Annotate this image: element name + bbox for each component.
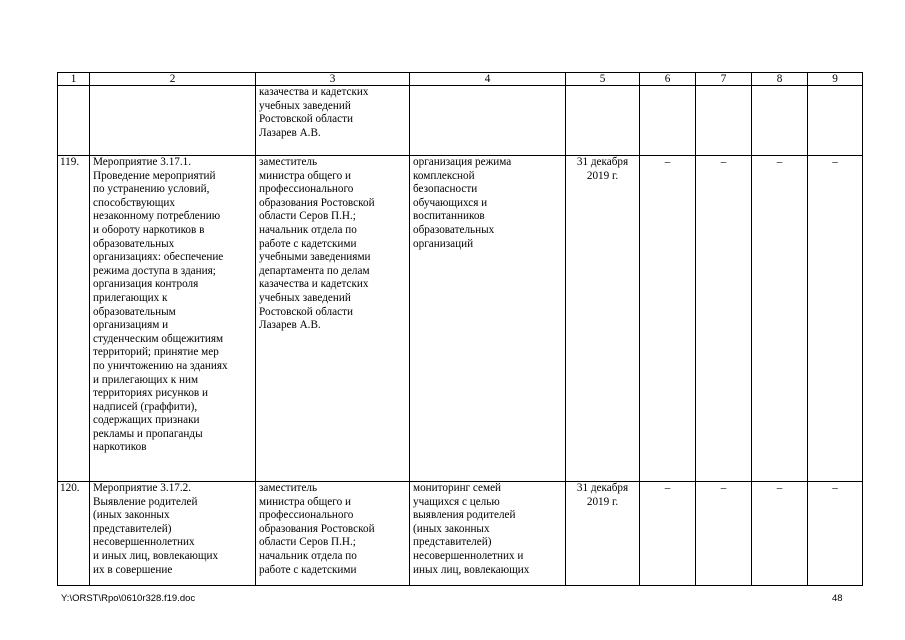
page-number: 48 xyxy=(832,593,843,604)
row-number xyxy=(58,86,90,156)
file-path: Y:\ORST\Rpo\0610r328.f19.doc xyxy=(61,593,196,604)
column-number: 8 xyxy=(752,73,808,86)
deadline-cell: 31 декабря 2019 г. xyxy=(566,482,640,586)
value-cell: – xyxy=(808,482,863,586)
table-row xyxy=(58,86,863,156)
value-cell: – xyxy=(696,482,752,586)
responsible-cell: заместитель министра общего и профессионального образования Ростовской области Серов П.Н.; начальник отдела по работе с кадетскими учебными заведениями департамента по делам казачества и кадетских учебных заведений Ростовской области Лазарев А.В. xyxy=(256,156,410,482)
event-cell xyxy=(90,86,256,156)
result-cell: организация режима комплексной безопасности обучающихся и воспитанников образовательных организаций xyxy=(410,156,566,482)
row-number: 119. xyxy=(58,156,90,482)
value-cell xyxy=(696,86,752,156)
value-cell: – xyxy=(752,482,808,586)
deadline-cell xyxy=(566,86,640,156)
column-number: 5 xyxy=(566,73,640,86)
value-cell xyxy=(808,86,863,156)
table-row xyxy=(58,156,863,482)
value-cell: – xyxy=(640,156,696,482)
plan-table xyxy=(57,72,863,586)
responsible-cell: заместитель министра общего и профессионального образования Ростовской области Серов П.Н.; начальник отдела по работе с кадетскими xyxy=(256,482,410,586)
column-number: 6 xyxy=(640,73,696,86)
value-cell xyxy=(752,86,808,156)
column-number: 4 xyxy=(410,73,566,86)
value-cell: – xyxy=(808,156,863,482)
column-number-row xyxy=(58,73,863,86)
event-cell: Мероприятие 3.17.1. Проведение мероприятий по устранению условий, способствующих незаконному потреблению и обороту наркотиков в образовательных организациях: обеспечение режима доступа в здания; организация контроля прилегающих к образовательным организациям и студенческим общежитиям территорий; принятие мер по уничтожению на зданиях и прилегающих к ним территориях рисунков и надписей (граффити), содержащих признаки рекламы и пропаганды наркотиков xyxy=(90,156,256,482)
row-number: 120. xyxy=(58,482,90,586)
event-cell: Мероприятие 3.17.2. Выявление родителей (иных законных представителей) несовершеннолетних и иных лиц, вовлекающих их в совершение xyxy=(90,482,256,586)
table-row xyxy=(58,482,863,586)
column-number: 7 xyxy=(696,73,752,86)
value-cell xyxy=(640,86,696,156)
deadline-cell: 31 декабря 2019 г. xyxy=(566,156,640,482)
column-number: 1 xyxy=(58,73,90,86)
value-cell: – xyxy=(640,482,696,586)
column-number: 3 xyxy=(256,73,410,86)
result-cell: мониторинг семей учащихся с целью выявления родителей (иных законных представителей) несовершеннолетних и иных лиц, вовлекающих xyxy=(410,482,566,586)
column-number: 2 xyxy=(90,73,256,86)
value-cell: – xyxy=(696,156,752,482)
responsible-cell: казачества и кадетских учебных заведений Ростовской области Лазарев А.В. xyxy=(256,86,410,156)
column-number: 9 xyxy=(808,73,863,86)
value-cell: – xyxy=(752,156,808,482)
result-cell xyxy=(410,86,566,156)
